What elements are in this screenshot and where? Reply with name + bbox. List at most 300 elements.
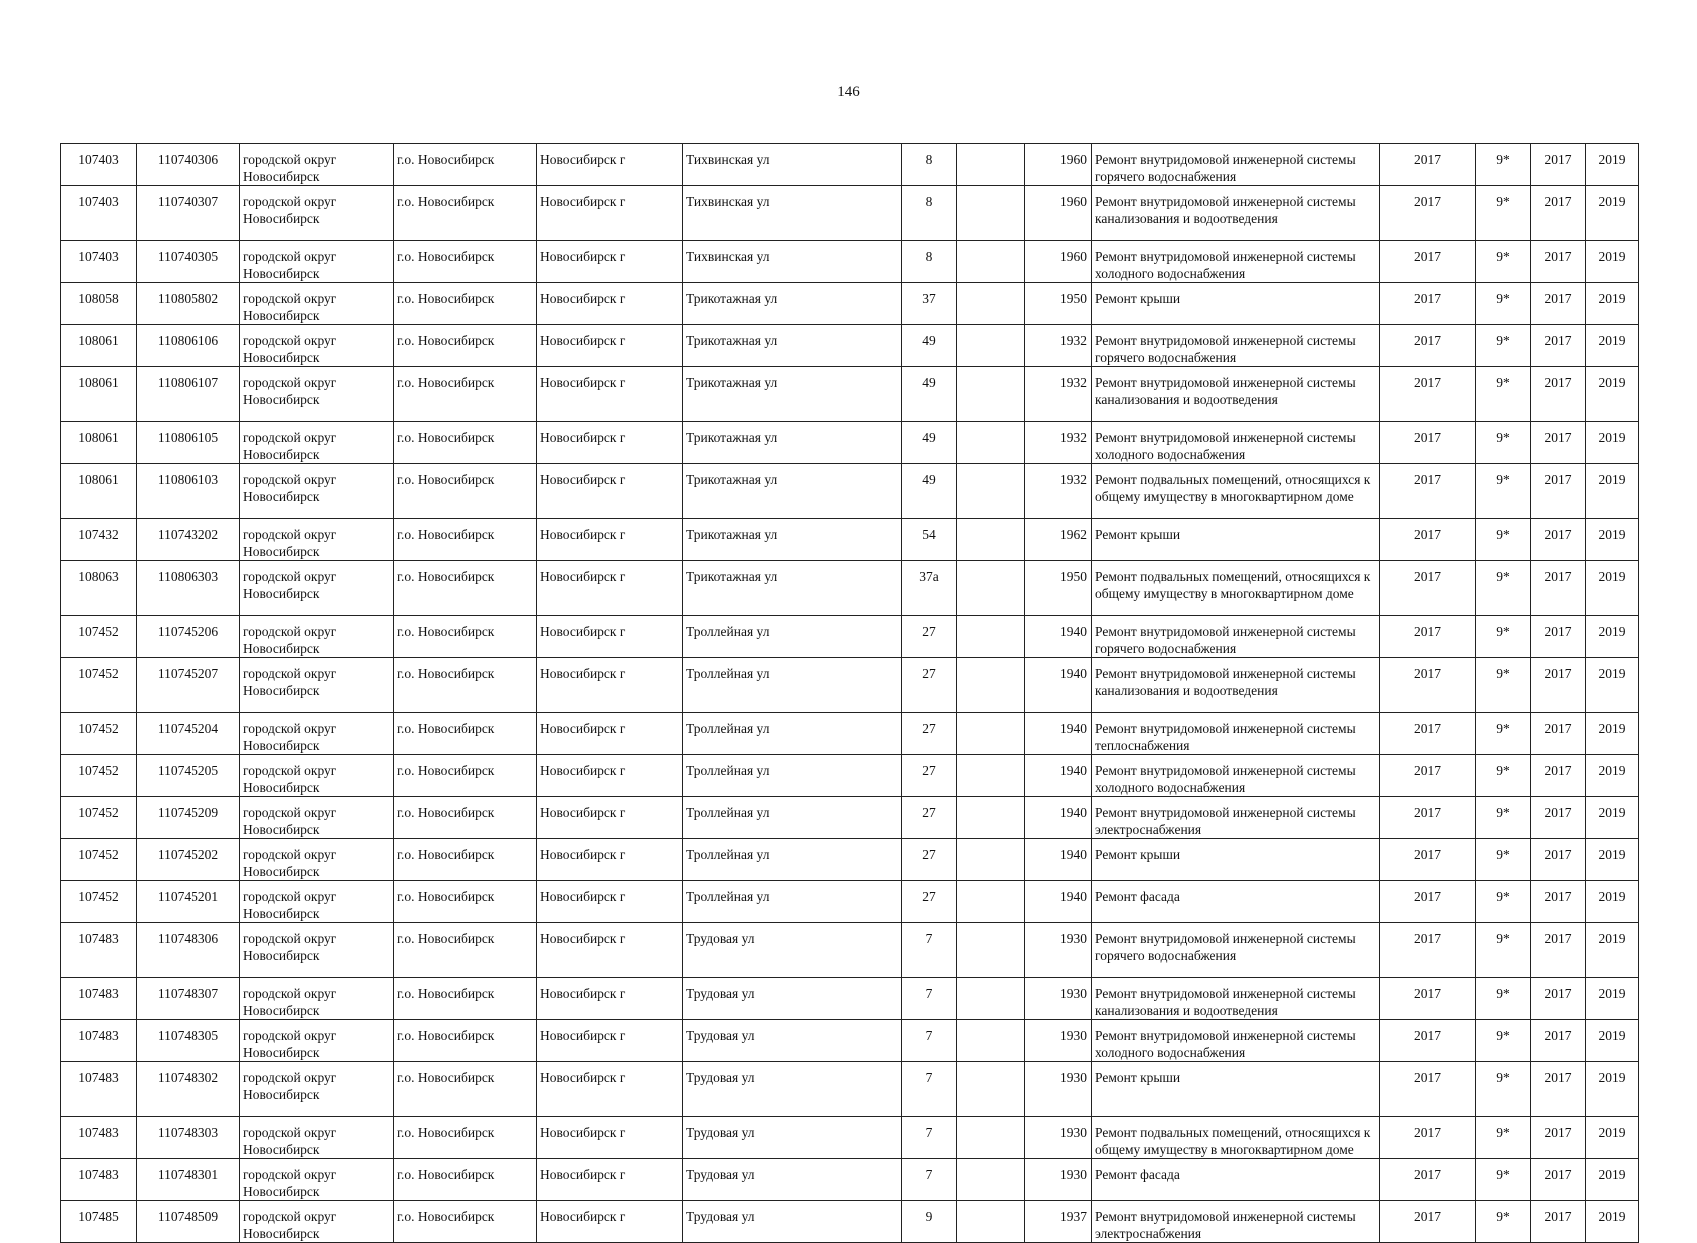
end-year-cell: 2019 bbox=[1586, 881, 1639, 923]
year-built-cell: 1950 bbox=[1025, 283, 1092, 325]
id-cell: 107452 bbox=[61, 797, 137, 839]
work-cell: Ремонт крыши bbox=[1092, 839, 1380, 881]
plan-year-cell: 2017 bbox=[1380, 422, 1476, 464]
mark-cell: 9* bbox=[1476, 186, 1531, 241]
street-cell: Трудовая ул bbox=[683, 1159, 902, 1201]
work-cell: Ремонт внутридомовой инженерной системы канализования и водоотведения bbox=[1092, 186, 1380, 241]
city-cell: Новосибирск г bbox=[537, 1020, 683, 1062]
municipality-cell: г.о. Новосибирск bbox=[394, 422, 537, 464]
work-cell: Ремонт подвальных помещений, относящихся к общему имуществу в многоквартирном доме bbox=[1092, 561, 1380, 616]
table-row bbox=[61, 616, 1639, 658]
district-cell: городской округ Новосибирск bbox=[240, 144, 394, 186]
table-row bbox=[61, 241, 1639, 283]
district-cell: городской округ Новосибирск bbox=[240, 658, 394, 713]
district-cell: городской округ Новосибирск bbox=[240, 561, 394, 616]
start-year-cell: 2017 bbox=[1531, 713, 1586, 755]
house-cell: 27 bbox=[902, 797, 957, 839]
end-year-cell: 2019 bbox=[1586, 325, 1639, 367]
year-built-cell: 1930 bbox=[1025, 1062, 1092, 1117]
plan-year-cell: 2017 bbox=[1380, 839, 1476, 881]
mark-cell: 9* bbox=[1476, 1020, 1531, 1062]
plan-year-cell: 2017 bbox=[1380, 519, 1476, 561]
end-year-cell: 2019 bbox=[1586, 1201, 1639, 1243]
district-cell: городской округ Новосибирск bbox=[240, 1117, 394, 1159]
code-cell: 110743202 bbox=[137, 519, 240, 561]
street-cell: Троллейная ул bbox=[683, 658, 902, 713]
street-cell: Трикотажная ул bbox=[683, 422, 902, 464]
plan-year-cell: 2017 bbox=[1380, 923, 1476, 978]
work-cell: Ремонт внутридомовой инженерной системы холодного водоснабжения bbox=[1092, 422, 1380, 464]
municipality-cell: г.о. Новосибирск bbox=[394, 241, 537, 283]
house-cell: 27 bbox=[902, 713, 957, 755]
mark-cell: 9* bbox=[1476, 1159, 1531, 1201]
code-cell: 110806103 bbox=[137, 464, 240, 519]
city-cell: Новосибирск г bbox=[537, 283, 683, 325]
city-cell: Новосибирск г bbox=[537, 713, 683, 755]
mark-cell: 9* bbox=[1476, 713, 1531, 755]
code-cell: 110745202 bbox=[137, 839, 240, 881]
house-cell: 9 bbox=[902, 1201, 957, 1243]
municipality-cell: г.о. Новосибирск bbox=[394, 839, 537, 881]
mark-cell: 9* bbox=[1476, 658, 1531, 713]
block-cell bbox=[957, 1159, 1025, 1201]
end-year-cell: 2019 bbox=[1586, 367, 1639, 422]
municipality-cell: г.о. Новосибирск bbox=[394, 367, 537, 422]
table-row bbox=[61, 367, 1639, 422]
code-cell: 110748303 bbox=[137, 1117, 240, 1159]
year-built-cell: 1960 bbox=[1025, 186, 1092, 241]
mark-cell: 9* bbox=[1476, 464, 1531, 519]
table-row bbox=[61, 283, 1639, 325]
mark-cell: 9* bbox=[1476, 616, 1531, 658]
house-cell: 27 bbox=[902, 755, 957, 797]
house-cell: 37 bbox=[902, 283, 957, 325]
plan-year-cell: 2017 bbox=[1380, 1020, 1476, 1062]
plan-year-cell: 2017 bbox=[1380, 1159, 1476, 1201]
id-cell: 107432 bbox=[61, 519, 137, 561]
district-cell: городской округ Новосибирск bbox=[240, 519, 394, 561]
start-year-cell: 2017 bbox=[1531, 422, 1586, 464]
district-cell: городской округ Новосибирск bbox=[240, 186, 394, 241]
year-built-cell: 1940 bbox=[1025, 658, 1092, 713]
municipality-cell: г.о. Новосибирск bbox=[394, 519, 537, 561]
mark-cell: 9* bbox=[1476, 325, 1531, 367]
code-cell: 110806107 bbox=[137, 367, 240, 422]
municipality-cell: г.о. Новосибирск bbox=[394, 658, 537, 713]
work-cell: Ремонт внутридомовой инженерной системы горячего водоснабжения bbox=[1092, 923, 1380, 978]
block-cell bbox=[957, 797, 1025, 839]
city-cell: Новосибирск г bbox=[537, 1117, 683, 1159]
end-year-cell: 2019 bbox=[1586, 658, 1639, 713]
repair-schedule-table bbox=[60, 143, 1639, 1243]
street-cell: Трикотажная ул bbox=[683, 325, 902, 367]
city-cell: Новосибирск г bbox=[537, 839, 683, 881]
house-cell: 8 bbox=[902, 186, 957, 241]
year-built-cell: 1930 bbox=[1025, 978, 1092, 1020]
table-row bbox=[61, 561, 1639, 616]
table-row bbox=[61, 658, 1639, 713]
table-row bbox=[61, 1062, 1639, 1117]
plan-year-cell: 2017 bbox=[1380, 978, 1476, 1020]
id-cell: 107452 bbox=[61, 616, 137, 658]
year-built-cell: 1937 bbox=[1025, 1201, 1092, 1243]
street-cell: Трикотажная ул bbox=[683, 519, 902, 561]
plan-year-cell: 2017 bbox=[1380, 881, 1476, 923]
year-built-cell: 1940 bbox=[1025, 797, 1092, 839]
house-cell: 27 bbox=[902, 839, 957, 881]
work-cell: Ремонт внутридомовой инженерной системы горячего водоснабжения bbox=[1092, 325, 1380, 367]
year-built-cell: 1930 bbox=[1025, 1117, 1092, 1159]
end-year-cell: 2019 bbox=[1586, 283, 1639, 325]
code-cell: 110748306 bbox=[137, 923, 240, 978]
table-row bbox=[61, 1159, 1639, 1201]
plan-year-cell: 2017 bbox=[1380, 658, 1476, 713]
end-year-cell: 2019 bbox=[1586, 186, 1639, 241]
street-cell: Трикотажная ул bbox=[683, 367, 902, 422]
municipality-cell: г.о. Новосибирск bbox=[394, 881, 537, 923]
work-cell: Ремонт внутридомовой инженерной системы горячего водоснабжения bbox=[1092, 144, 1380, 186]
plan-year-cell: 2017 bbox=[1380, 797, 1476, 839]
year-built-cell: 1940 bbox=[1025, 616, 1092, 658]
plan-year-cell: 2017 bbox=[1380, 367, 1476, 422]
year-built-cell: 1940 bbox=[1025, 839, 1092, 881]
id-cell: 107483 bbox=[61, 1117, 137, 1159]
id-cell: 107483 bbox=[61, 1020, 137, 1062]
end-year-cell: 2019 bbox=[1586, 464, 1639, 519]
table-row bbox=[61, 1020, 1639, 1062]
plan-year-cell: 2017 bbox=[1380, 1062, 1476, 1117]
city-cell: Новосибирск г bbox=[537, 561, 683, 616]
year-built-cell: 1932 bbox=[1025, 464, 1092, 519]
year-built-cell: 1940 bbox=[1025, 713, 1092, 755]
work-cell: Ремонт внутридомовой инженерной системы электроснабжения bbox=[1092, 1201, 1380, 1243]
start-year-cell: 2017 bbox=[1531, 186, 1586, 241]
block-cell bbox=[957, 1062, 1025, 1117]
id-cell: 107483 bbox=[61, 1062, 137, 1117]
street-cell: Троллейная ул bbox=[683, 713, 902, 755]
city-cell: Новосибирск г bbox=[537, 1062, 683, 1117]
code-cell: 110748305 bbox=[137, 1020, 240, 1062]
house-cell: 49 bbox=[902, 464, 957, 519]
code-cell: 110806105 bbox=[137, 422, 240, 464]
work-cell: Ремонт внутридомовой инженерной системы холодного водоснабжения bbox=[1092, 241, 1380, 283]
municipality-cell: г.о. Новосибирск bbox=[394, 1201, 537, 1243]
table-row bbox=[61, 519, 1639, 561]
work-cell: Ремонт подвальных помещений, относящихся к общему имуществу в многоквартирном доме bbox=[1092, 1117, 1380, 1159]
district-cell: городской округ Новосибирск bbox=[240, 978, 394, 1020]
municipality-cell: г.о. Новосибирск bbox=[394, 1020, 537, 1062]
plan-year-cell: 2017 bbox=[1380, 283, 1476, 325]
table-row bbox=[61, 978, 1639, 1020]
house-cell: 27 bbox=[902, 616, 957, 658]
district-cell: городской округ Новосибирск bbox=[240, 422, 394, 464]
work-cell: Ремонт внутридомовой инженерной системы холодного водоснабжения bbox=[1092, 755, 1380, 797]
id-cell: 108061 bbox=[61, 464, 137, 519]
city-cell: Новосибирск г bbox=[537, 797, 683, 839]
street-cell: Трикотажная ул bbox=[683, 464, 902, 519]
end-year-cell: 2019 bbox=[1586, 144, 1639, 186]
table-body bbox=[61, 144, 1639, 1243]
work-cell: Ремонт внутридомовой инженерной системы канализования и водоотведения bbox=[1092, 658, 1380, 713]
work-cell: Ремонт крыши bbox=[1092, 1062, 1380, 1117]
start-year-cell: 2017 bbox=[1531, 923, 1586, 978]
street-cell: Трикотажная ул bbox=[683, 283, 902, 325]
end-year-cell: 2019 bbox=[1586, 755, 1639, 797]
city-cell: Новосибирск г bbox=[537, 755, 683, 797]
house-cell: 27 bbox=[902, 881, 957, 923]
work-cell: Ремонт внутридомовой инженерной системы электроснабжения bbox=[1092, 797, 1380, 839]
id-cell: 107403 bbox=[61, 186, 137, 241]
start-year-cell: 2017 bbox=[1531, 561, 1586, 616]
district-cell: городской округ Новосибирск bbox=[240, 1062, 394, 1117]
municipality-cell: г.о. Новосибирск bbox=[394, 713, 537, 755]
end-year-cell: 2019 bbox=[1586, 839, 1639, 881]
end-year-cell: 2019 bbox=[1586, 561, 1639, 616]
city-cell: Новосибирск г bbox=[537, 186, 683, 241]
code-cell: 110745204 bbox=[137, 713, 240, 755]
city-cell: Новосибирск г bbox=[537, 422, 683, 464]
district-cell: городской округ Новосибирск bbox=[240, 616, 394, 658]
plan-year-cell: 2017 bbox=[1380, 1201, 1476, 1243]
mark-cell: 9* bbox=[1476, 1201, 1531, 1243]
house-cell: 49 bbox=[902, 422, 957, 464]
id-cell: 107403 bbox=[61, 241, 137, 283]
start-year-cell: 2017 bbox=[1531, 839, 1586, 881]
block-cell bbox=[957, 1020, 1025, 1062]
id-cell: 108061 bbox=[61, 367, 137, 422]
id-cell: 107483 bbox=[61, 1159, 137, 1201]
start-year-cell: 2017 bbox=[1531, 144, 1586, 186]
street-cell: Троллейная ул bbox=[683, 755, 902, 797]
block-cell bbox=[957, 1117, 1025, 1159]
mark-cell: 9* bbox=[1476, 755, 1531, 797]
house-cell: 54 bbox=[902, 519, 957, 561]
code-cell: 110748302 bbox=[137, 1062, 240, 1117]
end-year-cell: 2019 bbox=[1586, 923, 1639, 978]
district-cell: городской округ Новосибирск bbox=[240, 283, 394, 325]
code-cell: 110748509 bbox=[137, 1201, 240, 1243]
start-year-cell: 2017 bbox=[1531, 1117, 1586, 1159]
municipality-cell: г.о. Новосибирск bbox=[394, 923, 537, 978]
block-cell bbox=[957, 464, 1025, 519]
mark-cell: 9* bbox=[1476, 144, 1531, 186]
plan-year-cell: 2017 bbox=[1380, 144, 1476, 186]
municipality-cell: г.о. Новосибирск bbox=[394, 1117, 537, 1159]
plan-year-cell: 2017 bbox=[1380, 616, 1476, 658]
city-cell: Новосибирск г bbox=[537, 1201, 683, 1243]
street-cell: Троллейная ул bbox=[683, 616, 902, 658]
municipality-cell: г.о. Новосибирск bbox=[394, 464, 537, 519]
block-cell bbox=[957, 422, 1025, 464]
mark-cell: 9* bbox=[1476, 422, 1531, 464]
year-built-cell: 1932 bbox=[1025, 422, 1092, 464]
district-cell: городской округ Новосибирск bbox=[240, 755, 394, 797]
district-cell: городской округ Новосибирск bbox=[240, 241, 394, 283]
mark-cell: 9* bbox=[1476, 519, 1531, 561]
mark-cell: 9* bbox=[1476, 1062, 1531, 1117]
table-row bbox=[61, 186, 1639, 241]
block-cell bbox=[957, 839, 1025, 881]
city-cell: Новосибирск г bbox=[537, 241, 683, 283]
code-cell: 110745209 bbox=[137, 797, 240, 839]
work-cell: Ремонт внутридомовой инженерной системы канализования и водоотведения bbox=[1092, 978, 1380, 1020]
id-cell: 108058 bbox=[61, 283, 137, 325]
id-cell: 108063 bbox=[61, 561, 137, 616]
city-cell: Новосибирск г bbox=[537, 616, 683, 658]
table-row bbox=[61, 464, 1639, 519]
code-cell: 110740305 bbox=[137, 241, 240, 283]
municipality-cell: г.о. Новосибирск bbox=[394, 186, 537, 241]
id-cell: 108061 bbox=[61, 325, 137, 367]
block-cell bbox=[957, 283, 1025, 325]
plan-year-cell: 2017 bbox=[1380, 561, 1476, 616]
city-cell: Новосибирск г bbox=[537, 325, 683, 367]
id-cell: 107452 bbox=[61, 755, 137, 797]
year-built-cell: 1940 bbox=[1025, 881, 1092, 923]
plan-year-cell: 2017 bbox=[1380, 755, 1476, 797]
city-cell: Новосибирск г bbox=[537, 144, 683, 186]
block-cell bbox=[957, 881, 1025, 923]
house-cell: 49 bbox=[902, 325, 957, 367]
mark-cell: 9* bbox=[1476, 923, 1531, 978]
street-cell: Троллейная ул bbox=[683, 797, 902, 839]
year-built-cell: 1930 bbox=[1025, 1159, 1092, 1201]
id-cell: 107452 bbox=[61, 713, 137, 755]
end-year-cell: 2019 bbox=[1586, 422, 1639, 464]
district-cell: городской округ Новосибирск bbox=[240, 839, 394, 881]
start-year-cell: 2017 bbox=[1531, 978, 1586, 1020]
block-cell bbox=[957, 367, 1025, 422]
city-cell: Новосибирск г bbox=[537, 658, 683, 713]
municipality-cell: г.о. Новосибирск bbox=[394, 1159, 537, 1201]
district-cell: городской округ Новосибирск bbox=[240, 1020, 394, 1062]
district-cell: городской округ Новосибирск bbox=[240, 923, 394, 978]
code-cell: 110740307 bbox=[137, 186, 240, 241]
street-cell: Трудовая ул bbox=[683, 923, 902, 978]
block-cell bbox=[957, 616, 1025, 658]
end-year-cell: 2019 bbox=[1586, 797, 1639, 839]
code-cell: 110745207 bbox=[137, 658, 240, 713]
block-cell bbox=[957, 978, 1025, 1020]
city-cell: Новосибирск г bbox=[537, 923, 683, 978]
municipality-cell: г.о. Новосибирск bbox=[394, 1062, 537, 1117]
start-year-cell: 2017 bbox=[1531, 325, 1586, 367]
table-row bbox=[61, 713, 1639, 755]
end-year-cell: 2019 bbox=[1586, 1117, 1639, 1159]
end-year-cell: 2019 bbox=[1586, 978, 1639, 1020]
city-cell: Новосибирск г bbox=[537, 367, 683, 422]
start-year-cell: 2017 bbox=[1531, 616, 1586, 658]
block-cell bbox=[957, 325, 1025, 367]
code-cell: 110805802 bbox=[137, 283, 240, 325]
table-row bbox=[61, 1201, 1639, 1243]
street-cell: Трудовая ул bbox=[683, 1201, 902, 1243]
plan-year-cell: 2017 bbox=[1380, 186, 1476, 241]
end-year-cell: 2019 bbox=[1586, 1062, 1639, 1117]
plan-year-cell: 2017 bbox=[1380, 241, 1476, 283]
house-cell: 7 bbox=[902, 1062, 957, 1117]
mark-cell: 9* bbox=[1476, 561, 1531, 616]
id-cell: 107452 bbox=[61, 839, 137, 881]
street-cell: Трудовая ул bbox=[683, 1020, 902, 1062]
block-cell bbox=[957, 755, 1025, 797]
house-cell: 7 bbox=[902, 978, 957, 1020]
start-year-cell: 2017 bbox=[1531, 241, 1586, 283]
year-built-cell: 1940 bbox=[1025, 755, 1092, 797]
municipality-cell: г.о. Новосибирск bbox=[394, 561, 537, 616]
year-built-cell: 1960 bbox=[1025, 241, 1092, 283]
year-built-cell: 1962 bbox=[1025, 519, 1092, 561]
city-cell: Новосибирск г bbox=[537, 978, 683, 1020]
code-cell: 110740306 bbox=[137, 144, 240, 186]
id-cell: 107452 bbox=[61, 881, 137, 923]
district-cell: городской округ Новосибирск bbox=[240, 797, 394, 839]
code-cell: 110745206 bbox=[137, 616, 240, 658]
street-cell: Троллейная ул bbox=[683, 839, 902, 881]
end-year-cell: 2019 bbox=[1586, 713, 1639, 755]
mark-cell: 9* bbox=[1476, 367, 1531, 422]
id-cell: 107483 bbox=[61, 923, 137, 978]
start-year-cell: 2017 bbox=[1531, 755, 1586, 797]
code-cell: 110748301 bbox=[137, 1159, 240, 1201]
id-cell: 107485 bbox=[61, 1201, 137, 1243]
street-cell: Тихвинская ул bbox=[683, 144, 902, 186]
street-cell: Троллейная ул bbox=[683, 881, 902, 923]
block-cell bbox=[957, 658, 1025, 713]
house-cell: 8 bbox=[902, 144, 957, 186]
plan-year-cell: 2017 bbox=[1380, 325, 1476, 367]
district-cell: городской округ Новосибирск bbox=[240, 881, 394, 923]
page-number: 146 bbox=[837, 84, 860, 100]
house-cell: 49 bbox=[902, 367, 957, 422]
table-row bbox=[61, 422, 1639, 464]
start-year-cell: 2017 bbox=[1531, 797, 1586, 839]
house-cell: 37а bbox=[902, 561, 957, 616]
code-cell: 110806303 bbox=[137, 561, 240, 616]
mark-cell: 9* bbox=[1476, 241, 1531, 283]
id-cell: 107483 bbox=[61, 978, 137, 1020]
id-cell: 107452 bbox=[61, 658, 137, 713]
district-cell: городской округ Новосибирск bbox=[240, 464, 394, 519]
plan-year-cell: 2017 bbox=[1380, 464, 1476, 519]
work-cell: Ремонт крыши bbox=[1092, 519, 1380, 561]
work-cell: Ремонт крыши bbox=[1092, 283, 1380, 325]
end-year-cell: 2019 bbox=[1586, 241, 1639, 283]
year-built-cell: 1930 bbox=[1025, 1020, 1092, 1062]
table-row bbox=[61, 881, 1639, 923]
block-cell bbox=[957, 186, 1025, 241]
house-cell: 7 bbox=[902, 1159, 957, 1201]
mark-cell: 9* bbox=[1476, 1117, 1531, 1159]
table-row bbox=[61, 1117, 1639, 1159]
block-cell bbox=[957, 144, 1025, 186]
end-year-cell: 2019 bbox=[1586, 519, 1639, 561]
start-year-cell: 2017 bbox=[1531, 881, 1586, 923]
street-cell: Тихвинская ул bbox=[683, 186, 902, 241]
municipality-cell: г.о. Новосибирск bbox=[394, 283, 537, 325]
table-row bbox=[61, 755, 1639, 797]
plan-year-cell: 2017 bbox=[1380, 1117, 1476, 1159]
year-built-cell: 1932 bbox=[1025, 325, 1092, 367]
street-cell: Трудовая ул bbox=[683, 1117, 902, 1159]
work-cell: Ремонт внутридомовой инженерной системы холодного водоснабжения bbox=[1092, 1020, 1380, 1062]
mark-cell: 9* bbox=[1476, 978, 1531, 1020]
house-cell: 8 bbox=[902, 241, 957, 283]
start-year-cell: 2017 bbox=[1531, 519, 1586, 561]
house-cell: 7 bbox=[902, 923, 957, 978]
district-cell: городской округ Новосибирск bbox=[240, 1201, 394, 1243]
block-cell bbox=[957, 519, 1025, 561]
